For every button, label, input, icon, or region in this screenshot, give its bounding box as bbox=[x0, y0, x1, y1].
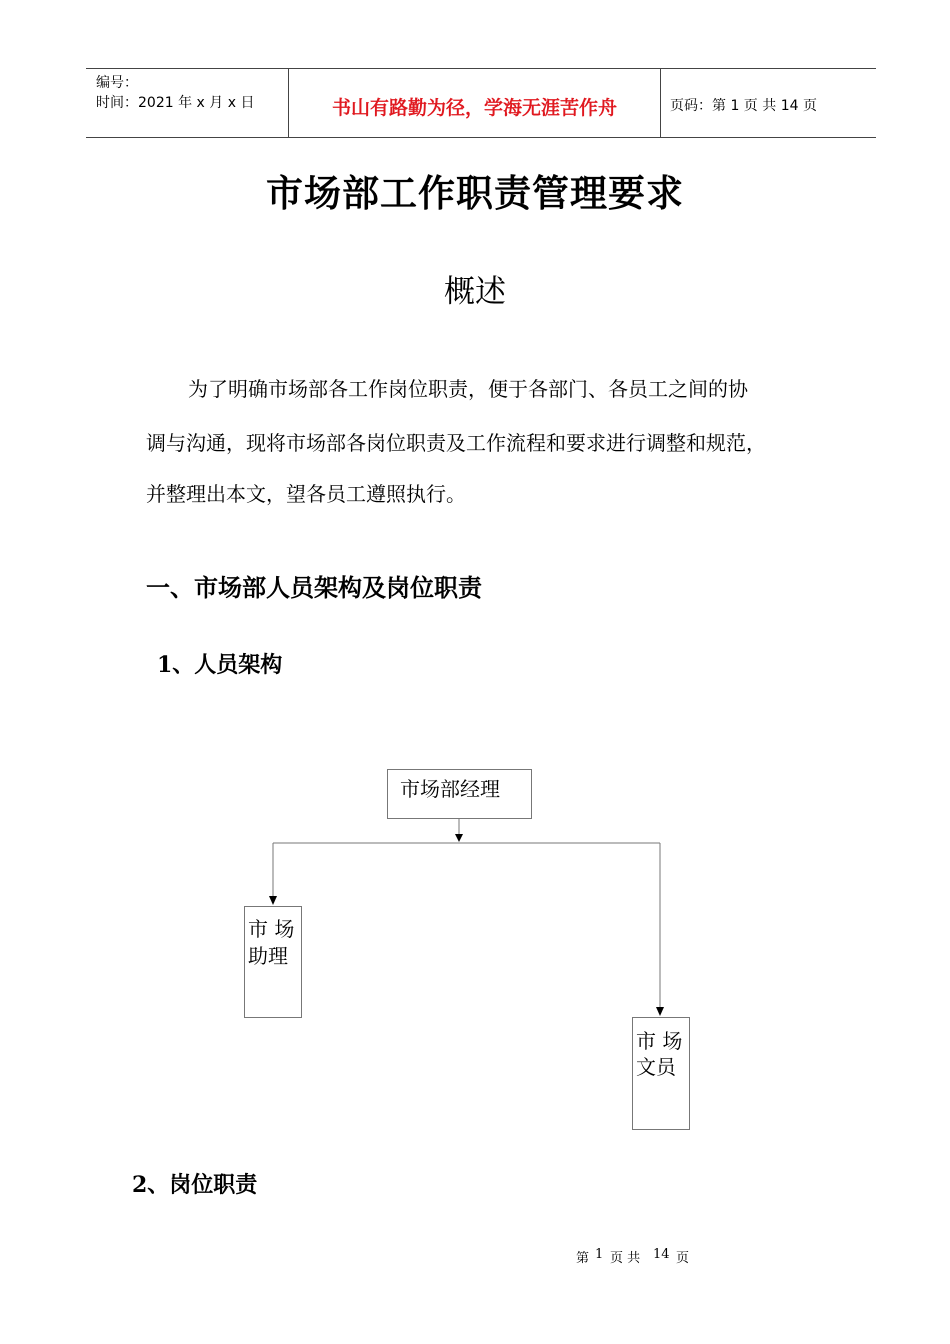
footer-prefix: 第 bbox=[576, 1251, 590, 1266]
org-node-clerk-label-2: 文员 bbox=[636, 1055, 676, 1079]
arrow-down-icon bbox=[269, 896, 277, 905]
arrow-down-icon bbox=[455, 834, 463, 842]
intro-line-2: 调与沟通，现将市场部各岗位职责及工作流程和要求进行调整和规范， bbox=[146, 431, 766, 455]
document-time-label: 时间：2021 年 x 月 x 日 bbox=[96, 95, 255, 111]
intro-line-3: 并整理出本文，望各员工遵照执行。 bbox=[146, 482, 466, 506]
footer-page-number: 1 bbox=[595, 1247, 604, 1262]
subsection-heading-structure: 1、人员架构 bbox=[157, 652, 283, 678]
org-node-assistant-label-1: 市 场 bbox=[248, 917, 295, 941]
org-node-manager-label: 市场部经理 bbox=[400, 777, 500, 801]
document-title: 市场部工作职责管理要求 bbox=[266, 171, 684, 215]
org-node-assistant-label-2: 助理 bbox=[248, 944, 288, 968]
section-heading-1: 一、市场部人员架构及岗位职责 bbox=[146, 573, 482, 602]
footer-suffix: 页 bbox=[676, 1251, 690, 1266]
footer-mid: 页 共 bbox=[610, 1251, 641, 1266]
org-node-clerk-label-1: 市 场 bbox=[636, 1029, 683, 1053]
document-number-label: 编号： bbox=[96, 75, 138, 91]
header-motto: 书山有路勤为径，学海无涯苦作舟 bbox=[331, 97, 617, 119]
section-subtitle: 概述 bbox=[444, 274, 506, 310]
footer-total-pages: 14 bbox=[653, 1247, 670, 1262]
subsection-heading-duties: 2、岗位职责 bbox=[132, 1172, 258, 1198]
header-page-label: 页码：第 1 页 共 14 页 bbox=[670, 98, 817, 114]
intro-line-1: 为了明确市场部各工作岗位职责，便于各部门、各员工之间的协 bbox=[188, 377, 748, 401]
arrow-down-icon bbox=[656, 1007, 664, 1016]
